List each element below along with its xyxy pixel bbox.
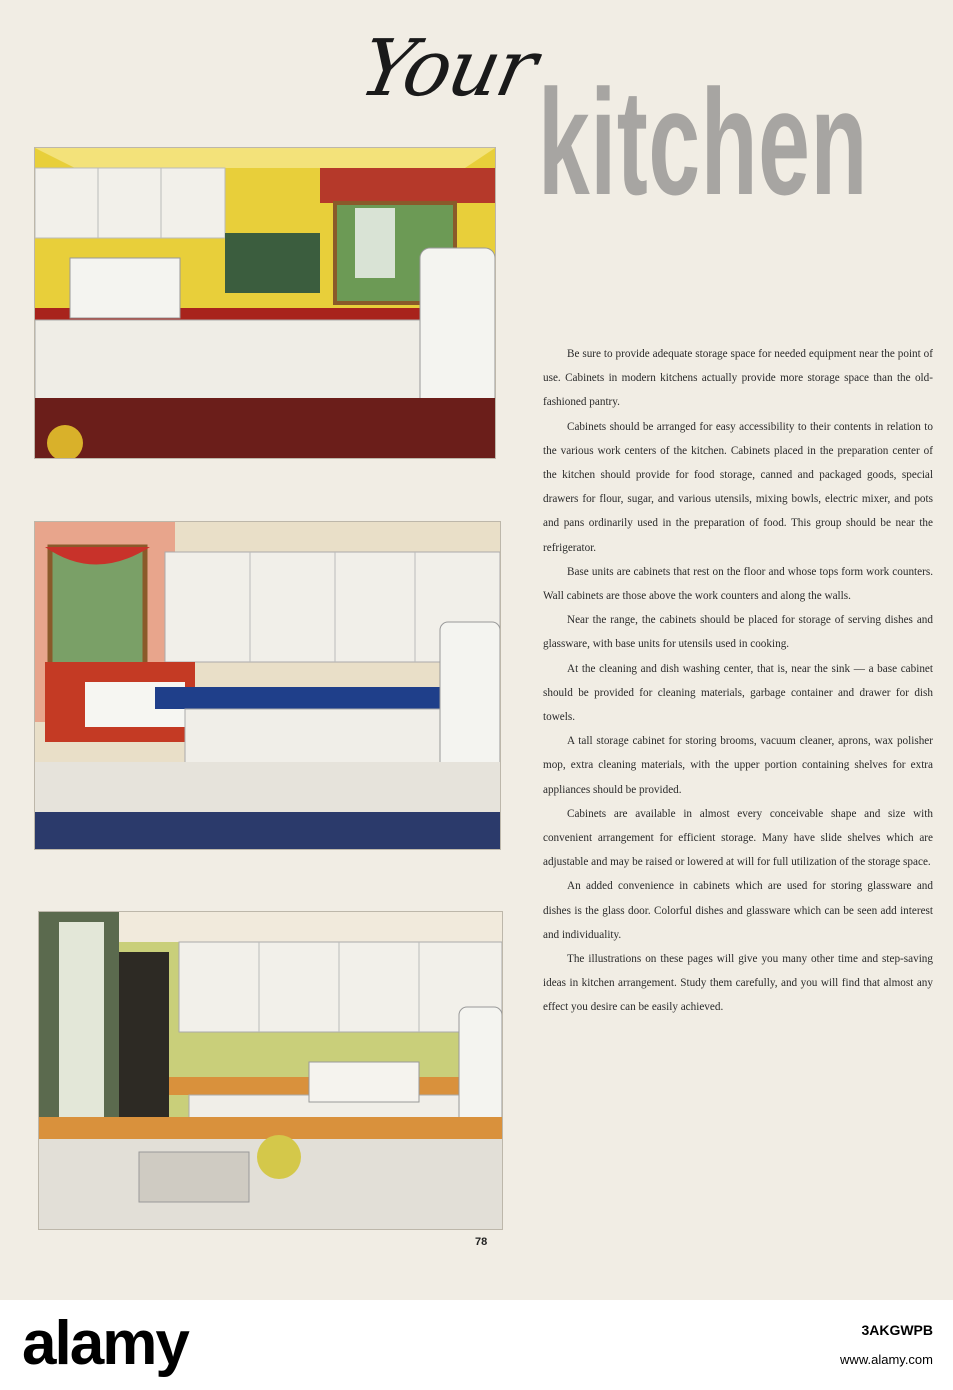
page-number: 78 <box>475 1236 488 1248</box>
paragraph: Base units are cabinets that rest on the floor and whose tops form work counters. Wall cabinets are those above the work counters and along the walls. <box>543 565 933 603</box>
footer-url[interactable]: www.alamy.com <box>840 1352 933 1367</box>
article-body <box>543 342 933 1020</box>
title-script-word: Your <box>352 24 543 114</box>
title-main-word: kitchen <box>538 58 868 226</box>
paragraph: Cabinets are available in almost every conceivable shape and size with convenient arrangement for efficient storage. Many have slide shelves which are adjustable and may be raised or lowered at will for full utilization of the storage space. <box>543 807 933 869</box>
paragraph: An added convenience in cabinets which are used for storing glassware and dishes is the glass door. Colorful dishes and glassware which can be seen add interest and individuality. <box>543 880 933 941</box>
paragraph: Be sure to provide adequate storage space for needed equipment near the point of use. Cabinets in modern kitchens actually provide more storage space than the old-fashioned pantry. <box>543 348 933 409</box>
kitchen-illustration-green <box>38 911 503 1230</box>
paragraph: Near the range, the cabinets should be placed for storage of serving dishes and glassware, with base units for utensils used in cooking. <box>543 614 933 651</box>
image-id: 3AKGWPB <box>861 1322 933 1338</box>
kitchen-illustration-blue <box>34 521 501 850</box>
paragraph: At the cleaning and dish washing center, that is, near the sink — a base cabinet should be provided for cleaning materials, garbage container and drawer for dish towels. <box>543 662 933 724</box>
brand-logo: alamy <box>22 1309 188 1378</box>
kitchen-illustration-yellow <box>34 147 496 459</box>
paragraph: Cabinets should be arranged for easy accessibility to their contents in relation to the various work centers of the kitchen. Cabinets placed in the preparation center of the kitchen should provide for food storage, canned and packaged goods, special drawers for flour, sugar, and various utensils, mixing bowls, electric mixer, and pots and pans ordinarily used in the preparation of food. This group should be near the refrigerator. <box>543 420 933 554</box>
paragraph: The illustrations on these pages will give you many other time and step-saving ideas in kitchen arrangement. Study them carefully, and you will find that almost any effect you desire can be easily achieved. <box>543 953 933 1014</box>
paragraph: A tall storage cabinet for storing brooms, vacuum cleaner, aprons, wax polisher mop, extra cleaning materials, with the upper portion containing shelves for extra appliances should be provided. <box>543 735 933 796</box>
stock-footer-bar <box>0 1300 953 1390</box>
